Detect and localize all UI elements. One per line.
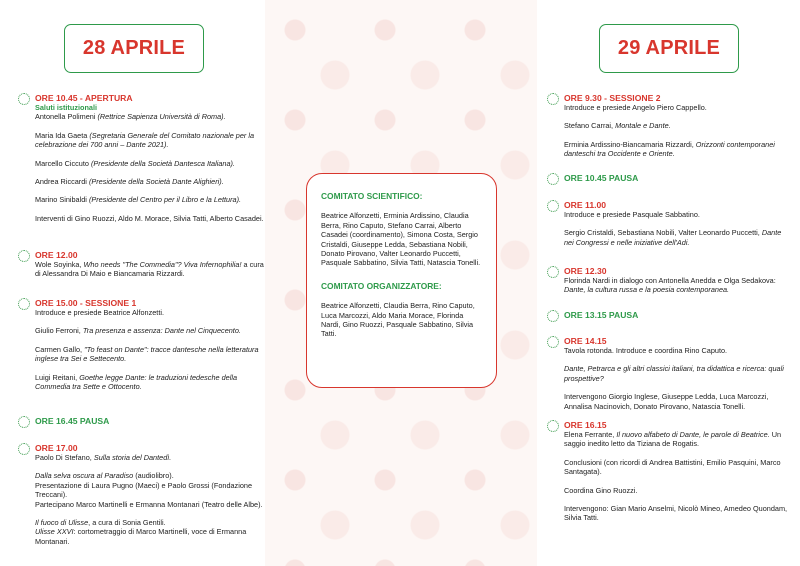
wreath-icon (547, 173, 559, 185)
event-time: ORE 11.00 (564, 200, 607, 210)
organizing-committee-title: COMITATO ORGANIZZATORE: (321, 280, 442, 291)
scientific-committee-members: Beatrice Alfonzetti, Erminia Ardissino, Claudia Berra, Rino Caputo, Stefano Carrai, Alberto Casadei (coordinamento), Simona Costa, Sergio Cristaldi, Giuseppe Ledda, Sebastiana Nobili, Donato Pirovano, Valter Leonardo Puccetti, Pasquale Sabbatino, Silvia Tatti, Natascia Tonelli. (321, 211, 481, 268)
wreath-icon (547, 93, 559, 105)
event-time: ORE 10.45 - APERTURA (35, 93, 133, 103)
event-subtitle: Saluti istituzionali (35, 103, 98, 112)
event-time: ORE 14.15 (564, 336, 607, 346)
wreath-icon (18, 250, 30, 262)
event-1615: ORE 16.15 Elena Ferrante, Il nuovo alfabeto di Dante, le parole di Beatrice. Un saggio inedito letto da Tiziana de Rogatis. Conclusioni (con ricordi di Andrea Battistini, Emilio Pasquini, Marco Santagata). Coordina Gino Ruozzi. Intervengono: Gian Mario Anselmi, Nicolò Mineo, Amedeo Quondam, Silvia Tatti. (547, 420, 790, 523)
event-pause-1645 (18, 416, 109, 426)
event-time: ORE 12.30 (564, 266, 607, 276)
event-1200: ORE 12.00 Wole Soyinka, Who needs "The Commedia"? Viva Infernophilia! a cura di Alessandra Di Maio e Biancamaria Rizzardi. (18, 250, 264, 279)
wreath-icon (547, 266, 559, 278)
wreath-icon (18, 93, 30, 105)
wreath-icon (18, 298, 30, 310)
event-time: ORE 16.45 PAUSA (35, 416, 110, 426)
date-heading-29-april: 29 APRILE (599, 24, 739, 73)
event-time: ORE 17.00 (35, 443, 78, 453)
event-1415: ORE 14.15 Tavola rotonda. Introduce e coordina Rino Caputo. Dante, Petrarca e gli altri classici italiani, tra didattica e ricerca: quali prospettive? Intervengono Giorgio Inglese, Giuseppe Ledda, Luca Marcozzi, Annalisa Nacinovich, Donato Pirovano, Natascia Tonelli. (547, 336, 790, 411)
wreath-icon (547, 200, 559, 212)
event-time: ORE 13.15 PAUSA (564, 310, 639, 320)
event-time: ORE 9.30 - SESSIONE 2 (564, 93, 661, 103)
wreath-icon (547, 336, 559, 348)
event-session-1: ORE 15.00 - SESSIONE 1 Introduce e presiede Beatrice Alfonzetti. Giulio Ferroni, Tra presenza e assenza: Dante nel Cinquecento. Carmen Gallo, "To feast on Dante": tracce dantesche nella letteratura inglese tra Sei e Settecento. Luigi Reitani, Goethe legge Dante: le traduzioni tedesche della Commedia tra Sette e Ottocento. (18, 298, 264, 391)
event-1230: ORE 12.30 Florinda Nardi in dialogo con Antonella Anedda e Olga Sedakova: Dante, la cultura russa e la poesia contemporanea. (547, 266, 790, 295)
event-pause-1315 (547, 310, 638, 320)
organizing-committee-members: Beatrice Alfonzetti, Claudia Berra, Rino Caputo, Luca Marcozzi, Aldo Maria Morace, Florinda Nardi, Gino Ruozzi, Pasquale Sabbatino, Silvia Tatti. (321, 301, 475, 339)
event-time: ORE 12.00 (35, 250, 78, 260)
wreath-icon (547, 310, 559, 322)
wreath-icon (18, 443, 30, 455)
event-opening: ORE 10.45 - APERTURA Saluti istituzionali Antonella Polimeni (Rettrice Sapienza Università di Roma). Maria Ida Gaeta (Segretaria Generale del Comitato nazionale per la celebrazione dei 700 anni – Dante 2021). Marcello Ciccuto (Presidente della Società Dantesca Italiana). Andrea Riccardi (Presidente della Società Dante Alighieri). Marino Sinibaldi (Presidente del Centro per il Libro e la Lettura). Interventi di Gino Ruozzi, Aldo M. Morace, Silvia Tatti, Alberto Casadei. (18, 93, 264, 223)
wreath-icon (18, 416, 30, 428)
event-session-2: ORE 9.30 - SESSIONE 2 Introduce e presiede Angelo Piero Cappello. Stefano Carrai, Montale e Dante. Erminia Ardissino-Biancamaria Rizzardi, Orizzonti contemporanei danteschi tra Occidente e Oriente. (547, 93, 790, 159)
event-1100: ORE 11.00 Introduce e presiede Pasquale Sabbatino. Sergio Cristaldi, Sebastiana Nobili, Valter Leonardo Puccetti, Dante nei Congressi e nelle iniziative dell'Adi. (547, 200, 790, 247)
event-time: ORE 16.15 (564, 420, 607, 430)
committee-box (306, 173, 497, 388)
event-pause-1045 (547, 173, 638, 183)
event-time: ORE 15.00 - SESSIONE 1 (35, 298, 137, 308)
wreath-icon (547, 420, 559, 432)
scientific-committee-title: COMITATO SCIENTIFICO: (321, 191, 423, 201)
event-time: ORE 10.45 PAUSA (564, 173, 639, 183)
event-1700: ORE 17.00 Paolo Di Stefano, Sulla storia del Dantedì. Dalla selva oscura al Paradiso (audiolibro). Presentazione di Laura Pugno (Maeci) e Paolo Grossi (Fondazione Treccani). Partecipano Marco Martinelli e Ermanna Montanari (Teatro delle Albe). Il fuoco di Ulisse, a cura di Sonia Gentili. Ulisse XXVI: cortometraggio di Marco Martinelli, voce di Ermanna Montanari. (18, 443, 264, 546)
date-heading-28-april: 28 APRILE (64, 24, 204, 73)
